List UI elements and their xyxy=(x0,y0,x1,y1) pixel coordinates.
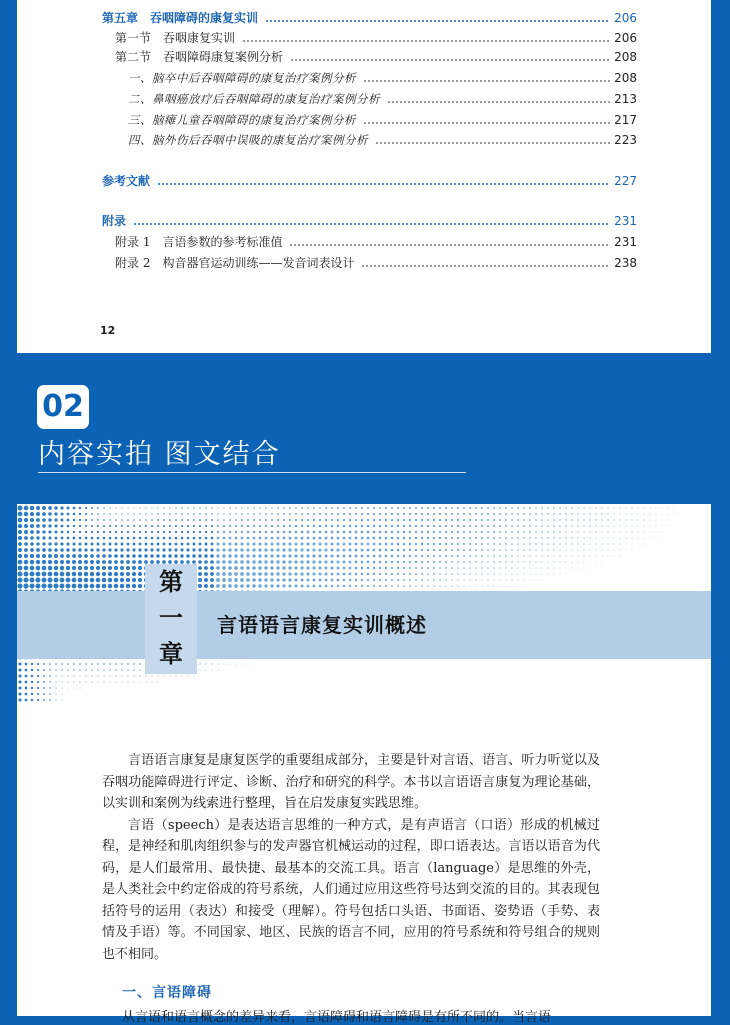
section-title: 内容实拍 图文结合 xyxy=(38,439,281,470)
toc-entry-page: 231 xyxy=(614,214,637,228)
toc-entry xyxy=(115,48,637,66)
toc-leader-dots xyxy=(290,59,610,61)
toc-entry-title: 附录 2 构音器官运动训练——发音词表设计 xyxy=(115,256,355,270)
chapter-body xyxy=(102,750,600,965)
chapter-title: 言语语言康复实训概述 xyxy=(217,613,427,637)
body-cut-line: 从言语和语言概念的差异来看，言语障碍和语言障碍是有所不同的。当言语 xyxy=(122,1010,552,1025)
chapter-label-char: 章 xyxy=(159,640,183,668)
toc-entry xyxy=(128,69,637,87)
toc-entry-page: 213 xyxy=(614,92,637,106)
toc-entry-page: 238 xyxy=(614,256,637,270)
chapter-label-char: 第 xyxy=(159,568,183,596)
toc-entry-title: 第一节 吞咽康复实训 xyxy=(115,31,236,45)
toc-page xyxy=(17,0,711,353)
toc-entry-title: 附录 xyxy=(102,214,127,228)
toc-leader-dots xyxy=(363,80,610,82)
toc-entry xyxy=(128,111,637,129)
toc-entry-page: 208 xyxy=(614,71,637,85)
toc-entry xyxy=(102,9,637,27)
body-paragraph: 言语（speech）是表达语言思维的一种方式，是有声语言（口语）形成的机械过程，是神经和肌肉组织参与的发声器官机械运动的过程，即口语表达。言语以语音为代码，是人们最常用、最快捷、最基本的交流工具。语言（language）是思维的外壳，是人类社会中约定俗成的符号系统，人们通过应用这些符号达到交流的目的。其表现包括符号的运用（表达）和接受（理解）。符号包括口头语、书面语、姿势语（手势、表情及手语）等。不同国家、地区、民族的语言不同，应用的符号系统和符号组合的规则也不相同。 xyxy=(102,817,600,962)
section-number-badge: 02 xyxy=(37,385,89,429)
toc-leader-dots xyxy=(265,20,610,22)
toc-leader-dots xyxy=(375,142,610,144)
subsection-heading: 一、言语障碍 xyxy=(122,985,212,1001)
chapter-label-box xyxy=(145,564,197,674)
toc-leader-dots xyxy=(157,183,610,185)
toc-entry-page: 227 xyxy=(614,174,637,188)
section-divider xyxy=(38,472,466,473)
toc-entry-page: 206 xyxy=(614,11,637,25)
toc-entry-title: 一、脑卒中后吞咽障碍的康复治疗案例分析 xyxy=(128,71,356,85)
chapter-page xyxy=(17,504,711,1025)
toc-entry xyxy=(102,172,637,190)
toc-leader-dots xyxy=(387,101,610,103)
toc-leader-dots xyxy=(361,265,610,267)
toc-entry xyxy=(115,29,637,47)
toc-entry-title: 三、脑瘫儿童吞咽障碍的康复治疗案例分析 xyxy=(128,113,356,127)
toc-entry-page: 217 xyxy=(614,113,637,127)
toc-entry-title: 参考文献 xyxy=(102,174,151,188)
toc-leader-dots xyxy=(289,244,610,246)
toc-entry-title: 第五章 吞咽障碍的康复实训 xyxy=(102,11,259,25)
toc-entry-title: 附录 1 言语参数的参考标准值 xyxy=(115,235,283,249)
toc-entry-title: 二、鼻咽癌放疗后吞咽障碍的康复治疗案例分析 xyxy=(128,92,380,106)
toc-leader-dots xyxy=(363,122,610,124)
toc-leader-dots xyxy=(242,40,610,42)
toc-entry-page: 206 xyxy=(614,31,637,45)
toc-entry xyxy=(128,90,637,108)
toc-entry xyxy=(115,233,637,251)
toc-entry-title: 第二节 吞咽障碍康复案例分析 xyxy=(115,50,284,64)
toc-entry-title: 四、脑外伤后吞咽中误吸的康复治疗案例分析 xyxy=(128,133,368,147)
toc-entry-page: 231 xyxy=(614,235,637,249)
page-number: 12 xyxy=(100,324,116,337)
toc-entry xyxy=(115,254,637,272)
toc-leader-dots xyxy=(133,223,610,225)
toc-entry-page: 208 xyxy=(614,50,637,64)
toc-entry-page: 223 xyxy=(614,133,637,147)
toc-entry xyxy=(128,131,637,149)
toc-entry xyxy=(102,212,637,230)
body-paragraph: 言语语言康复是康复医学的重要组成部分，主要是针对言语、语言、听力听觉以及吞咽功能障碍进行评定、诊断、治疗和研究的科学。本书以言语语言康复为理论基础，以实训和案例为线索进行整理，旨在启发康复实践思维。 xyxy=(102,753,600,811)
chapter-label-char: 一 xyxy=(159,604,183,632)
